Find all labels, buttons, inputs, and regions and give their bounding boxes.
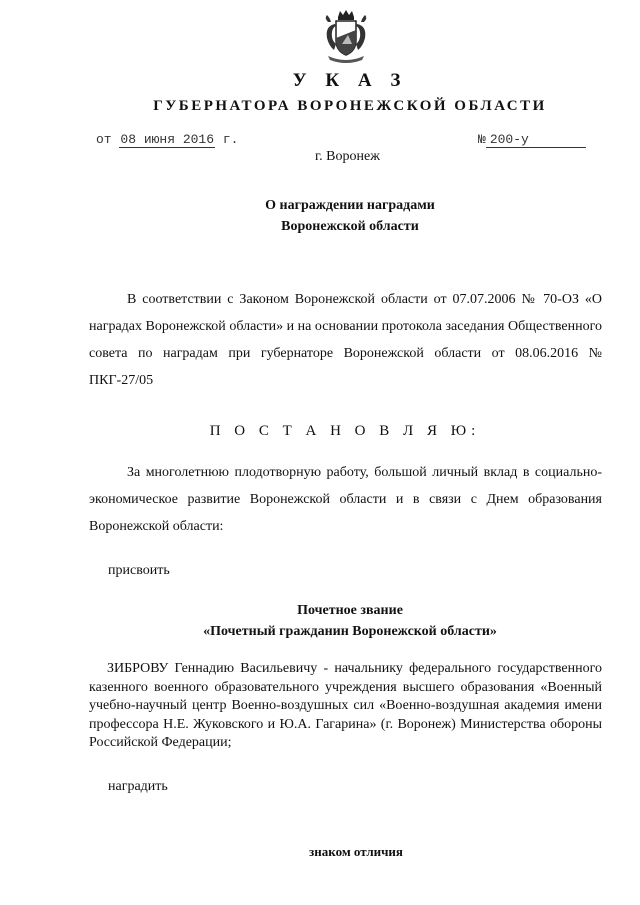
date-line <box>96 132 238 147</box>
date-prefix: от <box>96 132 112 147</box>
issuer-title: ГУБЕРНАТОРА ВОРОНЕЖСКОЙ ОБЛАСТИ <box>153 98 547 114</box>
decree-heading: П О С Т А Н О В Л Я Ю: <box>209 423 481 439</box>
date-value: 08 июня 2016 <box>120 132 215 147</box>
reason-paragraph: За многолетнюю плодотворную работу, большой личный вклад в социально-экономическое развитие Воронежской области и в связи с Днем образования Воронежской области: <box>89 465 602 534</box>
award-badge-title: знаком отличия <box>309 844 403 859</box>
subject-line-1: О награждении наградами <box>265 198 435 213</box>
number-prefix: № <box>478 132 486 147</box>
decree-subject <box>200 195 500 237</box>
number-value: 200-у <box>486 132 586 148</box>
number-line <box>478 132 586 148</box>
coat-of-arms-icon <box>318 8 374 66</box>
honorary-title-line-1: Почетное звание <box>297 603 403 618</box>
subject-line-2: Воронежской области <box>281 219 419 234</box>
honorary-title-line-2: «Почетный гражданин Воронежской области» <box>203 624 497 639</box>
honorary-title <box>150 600 550 642</box>
recipient-paragraph: ЗИБРОВУ Геннадию Васильевичу - начальнику федерального государственного казенного военного образовательного учреждения высшего образования «Военный учебно-научный центр Военно-воздушных сил «Военно-воздушная академия имени профессора Н.Е. Жуковского и Ю.А. Гагарина» (г. Воронеж) Министерства обороны Российской Федерации; <box>89 661 602 750</box>
award-verb-label: наградить <box>108 779 168 794</box>
date-suffix: г. <box>222 132 239 147</box>
document-type-title: У К А З <box>292 70 408 91</box>
legal-basis-paragraph: В соответствии с Законом Воронежской области от 07.07.2006 № 70-ОЗ «О наградах Воронежской области» и на основании протокола заседания Общественного совета по наградам при губернаторе Воронежской области от 08.06.2016 № ПКГ-27/05 <box>89 292 602 388</box>
assign-label: присвоить <box>108 563 170 578</box>
city: г. Воронеж <box>315 149 380 164</box>
